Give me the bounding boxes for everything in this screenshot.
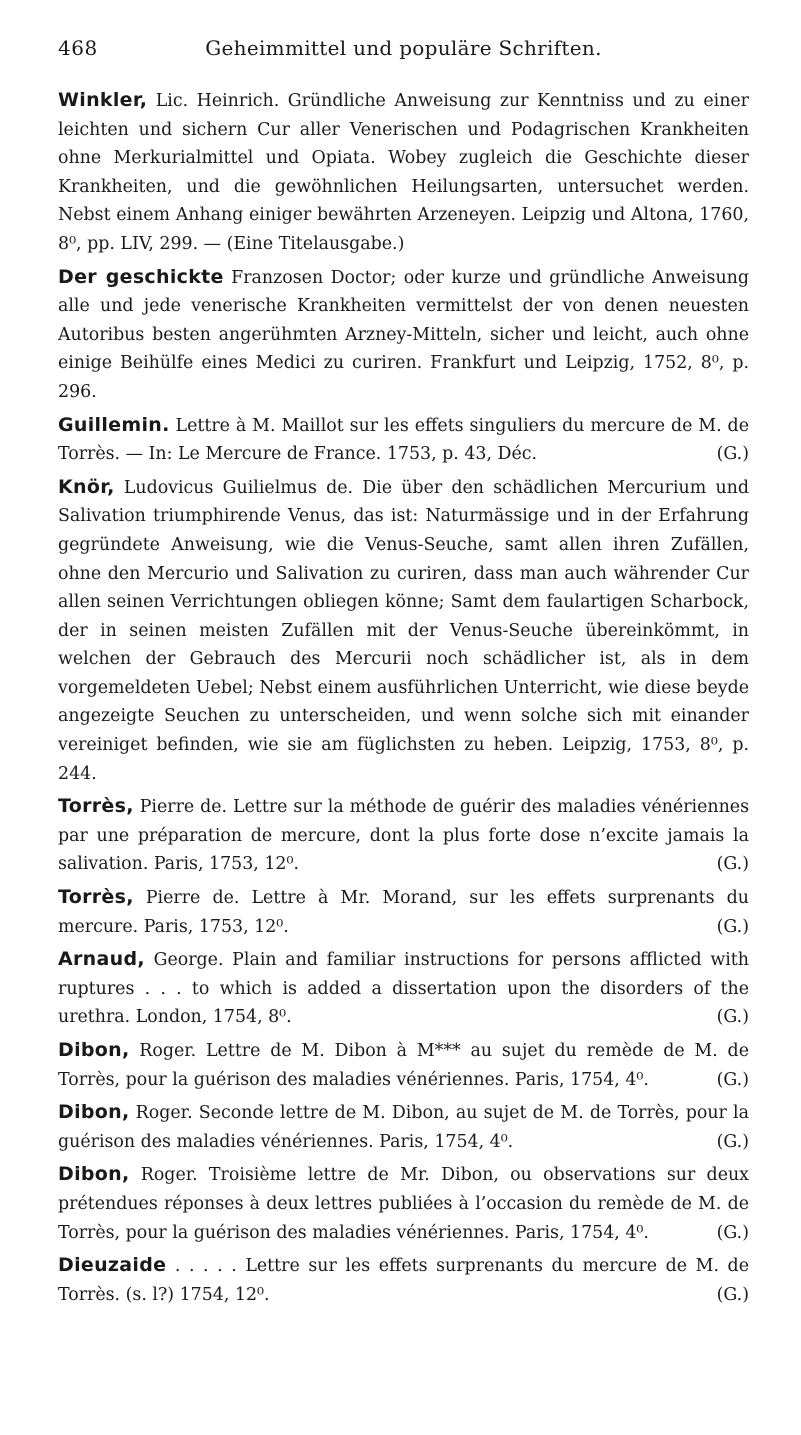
entry-source: (G.) [716,854,749,875]
bibliography-entry [58,1036,749,1094]
entry-author: Guillemin. [58,413,170,436]
entry-text: Ludovicus Guilielmus de. Die über den schädlichen Mercurium und Salivation triumphirende Venus, das ist: Naturmässige und in der Erfahrung gegründete Anweisung, wie die Venus-Seuche, samt allen ihren Zufällen, ohne den Mercurio und Salivation zu curiren, dass man auch währender Cur allen seinen Verrichtungen obliegen könne; Samt dem faulartigen Scharbock, der in seinen meisten Zufällen mit der Venus-Seuche übereinkömmt, in welchen der Gebrauch des Mercurii noch schädlicher ist, als in dem vorgemeldeten Uebel; Nebst einem ausführlichen Unterricht, wie diese beyde angezeigte Seuchen zu unterscheiden, und wenn solche sich mit einander vereiniget befinden, wie sie am füglichsten zu heben. Leipzig, 1753, 8⁰, p. 244. [58,477,749,784]
book-page [0,36,801,1435]
bibliography-entry [58,263,749,407]
entry-author: Arnaud, [58,948,145,971]
entry-text: Franzosen Doctor; oder kurze und gründliche Anweisung alle und jede venerische Krankheiten vermittelst der von denen neuesten Autoribus besten angerühmten Arzney-Mitteln, sicher und leicht, auch ohne einige Beihülfe eines Medici zu curiren. Frankfurt und Leipzig, 1752, 8⁰, p. 296. [58,267,750,402]
bibliography-entry [58,792,749,879]
entry-author: Knör, [58,475,115,498]
bibliography-list [58,86,749,1309]
entry-author: Torrès, [58,795,134,818]
bibliography-entry [58,1160,749,1247]
entry-author: Torrès, [58,886,134,909]
bibliography-entry [58,1251,749,1309]
entry-source: (G.) [716,1007,749,1028]
entry-text: Pierre de. Lettre à Mr. Morand, sur les effets surprenants du mercure. Paris, 1753, 12⁰. [58,888,749,937]
bibliography-entry [58,883,749,941]
entry-source: (G.) [716,1131,749,1152]
entry-text: George. Plain and familiar instructions for persons afflicted with ruptures . . . to which is added a dissertation upon the disorders of the urethra. London, 1754, 8⁰. [58,950,749,1028]
entry-author: Der geschickte [58,265,224,288]
running-title: Geheimmittel und populäre Schriften. [205,36,602,60]
entry-text: Pierre de. Lettre sur la méthode de guérir des maladies vénériennes par une préparation de mercure, dont la plus forte dose n’excite jamais la salivation. Paris, 1753, 12⁰. [58,797,749,875]
entry-text: Roger. Lettre de M. Dibon à M*** au sujet du remède de M. de Torrès, pour la guérison des maladies vénériennes. Paris, 1754, 4⁰. [58,1041,749,1090]
entry-source: (G.) [716,1284,749,1305]
entry-text: Lic. Heinrich. Gründliche Anweisung zur Kenntniss und zu einer leichten und sichern Cur aller Venerischen und Podagrischen Krankheiten ohne Merkurialmittel und Opiata. Wobey zugleich die Geschichte dieser Krankheiten, und die gewöhnlichen Heilungsarten, untersuchet werden. Nebst einem Anhang einiger bewährten Arzeneyen. Leipzig und Altona, 1760, 8⁰, pp. LIV, 299. — (Eine Titelausgabe.) [58,91,749,254]
entry-source: (G.) [716,1069,749,1090]
entry-author: Dibon, [58,1163,130,1186]
entry-source: (G.) [716,916,749,937]
entry-text: Roger. Seconde lettre de M. Dibon, au sujet de M. de Torrès, pour la guérison des maladies vénériennes. Paris, 1754, 4⁰. [58,1103,749,1152]
entry-author: Dibon, [58,1039,130,1061]
entry-author: Dibon, [58,1101,130,1124]
entry-author: Winkler, [58,89,148,111]
entry-text: . . . . . Lettre sur les effets surprenants du mercure de M. de Torrès. (s. l?) 1754, 12⁰. [58,1256,749,1305]
entry-text: Roger. Troisième lettre de Mr. Dibon, ou observations sur deux prétendues réponses à deux lettres publiées à l’occasion du remède de M. de Torrès, pour la guérison des maladies vénériennes. Paris, 1754, 4⁰. [58,1165,749,1243]
bibliography-entry [58,411,749,469]
entry-source: (G.) [716,444,749,465]
bibliography-entry [58,86,749,259]
entry-author: Dieuzaide [58,1254,167,1277]
entry-text: Lettre à M. Maillot sur les effets singuliers du mercure de M. de Torrès. — In: Le Mercure de France. 1753, p. 43, Déc. [58,415,749,465]
page-header [58,36,749,76]
bibliography-entry [58,1098,749,1156]
bibliography-entry [58,945,749,1032]
page-number: 468 [58,36,98,60]
bibliography-entry [58,473,749,789]
entry-source: (G.) [716,1222,749,1243]
